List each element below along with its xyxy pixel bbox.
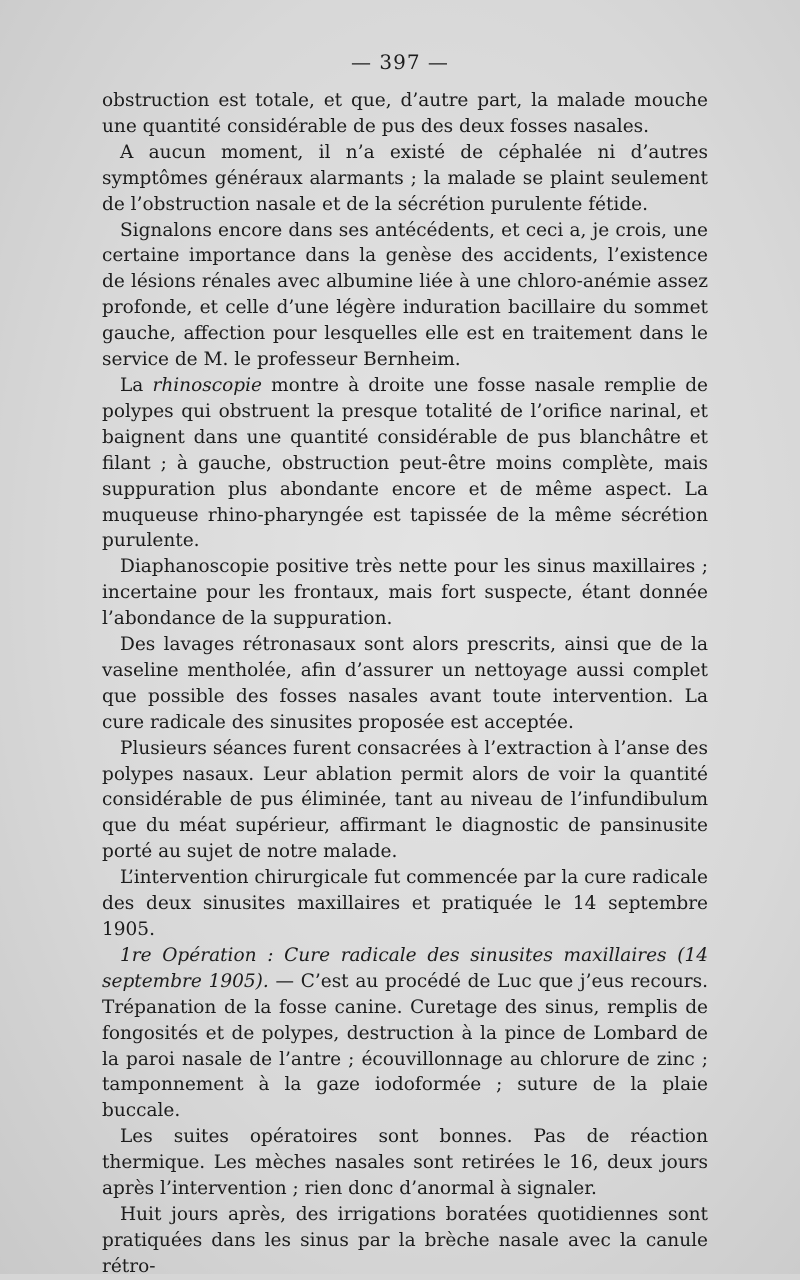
paragraph-text: Les suites opératoires sont bonnes. Pas de réaction thermique. Les mèches nasales sont retirées le 16, deux jours après l’intervention ; rien donc d’anormal à signaler. bbox=[102, 1126, 708, 1200]
paragraph-11 bbox=[102, 1202, 708, 1280]
body-text bbox=[102, 88, 708, 1280]
page-number: — 397 — bbox=[351, 50, 449, 74]
paragraph-text: Huit jours après, des irrigations boratées quotidiennes sont pratiquées dans les sinus par la brèche nasale avec la canule rétro- bbox=[102, 1203, 708, 1277]
paragraph-text: A aucun moment, il n’a existé de céphalée ni d’autres symptômes généraux alarmants ; la malade se plaint seulement de l’obstruction nasale et de la sécrétion purulente fétide. bbox=[102, 141, 708, 215]
paragraph-text: Signalons encore dans ses antécédents, et ceci a, je crois, une certaine importance dans la genèse des accidents, l’existence de lésions rénales avec albumine liée à une chloro-anémie assez profonde, et celle d’une légère induration bacillaire du sommet gauche, affection pour lesquelles elle est en traitement dans le service de M. le professeur Bernheim. bbox=[102, 219, 708, 371]
italic-term: rhinoscopie bbox=[152, 374, 262, 396]
paragraph-text: obstruction est totale, et que, d’autre part, la malade mouche une quantité considérable de pus des deux fosses nasales. bbox=[102, 90, 708, 137]
paragraph-7 bbox=[102, 736, 708, 866]
paragraph-lead: La bbox=[120, 374, 144, 396]
paragraph-8 bbox=[102, 865, 708, 943]
paragraph-9 bbox=[102, 943, 708, 1124]
paragraph-text: — C’est au procédé de Luc que j’eus recours. Trépanation de la fosse canine. Curetage des sinus, remplis de fongosités et de polypes, destruction à la pince de Lombard de la paroi nasale de l’antre ; écouvillonnage au chlorure de zinc ; tamponnement à la gaze iodoformée ; suture de la plaie buccale. bbox=[102, 970, 709, 1122]
paragraph-3 bbox=[102, 218, 708, 373]
paragraph-text: Plusieurs séances furent consacrées à l’extraction à l’anse des polypes nasaux. Leur ablation permit alors de voir la quantité considérable de pus éliminée, tant au niveau de l’infundibulum que du méat supérieur, affirmant le diagnostic de pansinusite porté au sujet de notre malade. bbox=[102, 737, 708, 863]
paragraph-2 bbox=[102, 140, 708, 218]
paragraph-10 bbox=[102, 1124, 708, 1202]
paragraph-4 bbox=[102, 373, 708, 554]
paragraph-text: Des lavages rétronasaux sont alors prescrits, ainsi que de la vaseline mentholée, afin d’assurer un nettoyage aussi complet que possible des fosses nasales avant toute intervention. La cure radicale des sinusites proposée est acceptée. bbox=[102, 634, 708, 733]
paragraph-1 bbox=[102, 88, 708, 140]
paragraph-6 bbox=[102, 632, 708, 736]
paragraph-5 bbox=[102, 554, 708, 632]
paragraph-text: montre à droite une fosse nasale remplie de polypes qui obstruent la presque totalité de l’orifice narinal, et baignent dans une quantité considérable de pus blanchâtre et filant ; à gauche, obstruction peut-être moins complète, mais suppuration plus abondante encore et de même aspect. La muqueuse rhino-pharyngée est tapissée de la même sécrétion purulente. bbox=[102, 374, 708, 552]
paragraph-text: L’intervention chirurgicale fut commencée par la cure radicale des deux sinusites maxillaires et pratiquée le 14 septembre 1905. bbox=[102, 867, 708, 940]
operation-heading: 1re Opération : Cure radicale des sinusites maxillaires (14 septembre 1905). bbox=[102, 944, 708, 992]
paragraph-text: Diaphanoscopie positive très nette pour les sinus maxillaires ; incertaine pour les frontaux, mais fort suspecte, étant donnée l’abondance de la suppuration. bbox=[102, 556, 708, 630]
